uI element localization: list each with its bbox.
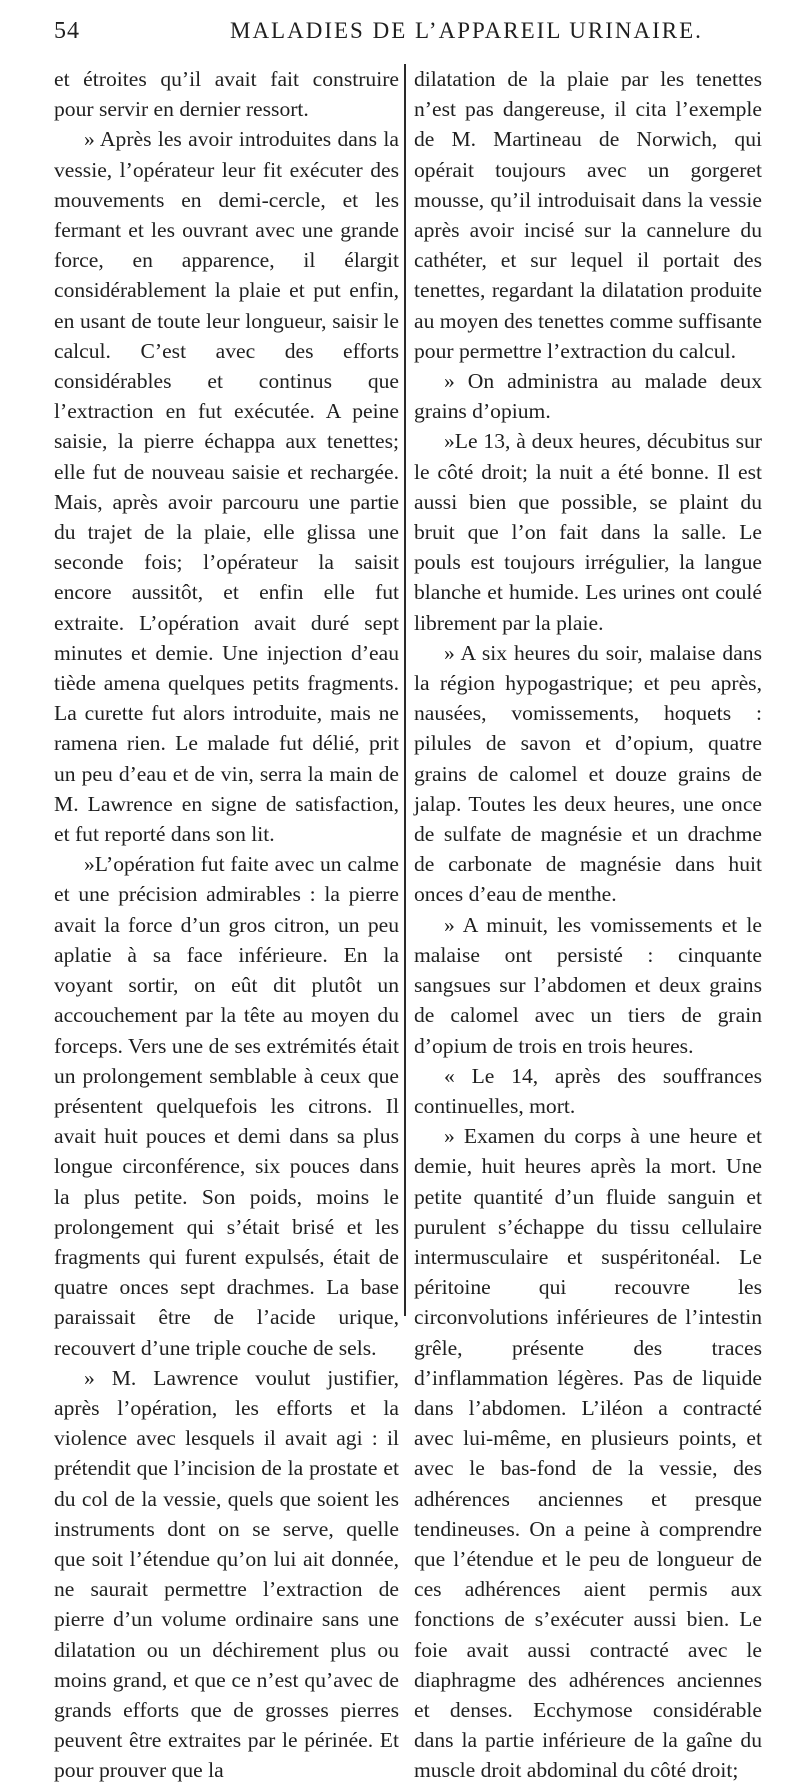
column-divider bbox=[404, 64, 406, 1316]
right-paragraph-3: »Le 13, à deux heures, décubitus sur le côté droit; la nuit a été bonne. Il est aussi bien que possible, se plaint du bruit que l’on fait dans la salle. Le pouls est toujours irrégulier, la langue blanche et humide. Les urines ont coulé librement par la plaie. bbox=[414, 429, 762, 635]
page-header bbox=[40, 18, 760, 48]
right-paragraph-5: » A minuit, les vomissements et le malaise ont persisté : cinquante sangsues sur l’abdomen et deux grains de calomel avec un tiers de grain d’opium de trois en trois heures. bbox=[414, 912, 762, 1058]
left-paragraph-3: »L’opération fut faite avec un calme et une précision admirables : la pierre avait la force d’un gros citron, un peu aplatie à sa face inférieure. En la voyant sortir, on eût dit plutôt un accouchement par la tête au moyen du forceps. Vers une de ses extrémités était un prolongement semblable à ceux que présentent quelquefois les citrons. Il avait huit pouces et demi dans sa plus longue circonférence, six pouces dans la plus petite. Son poids, moins le prolongement qui s’était brisé et les fragments qui furent expulsés, était de quatre onces sept drachmes. La base paraissait être de l’acide urique, recouvert d’une triple couche de sels. bbox=[54, 852, 399, 1360]
right-paragraph-2: » On administra au malade deux grains d’opium. bbox=[414, 369, 762, 424]
right-paragraph-4: » A six heures du soir, malaise dans la région hypogastrique; et peu après, nausées, vomissements, hoquets : pilules de savon et d’opium, quatre grains de calomel et douze grains de jalap. Toutes les deux heures, une once de sulfate de magnésie et un drachme de carbonate de magnésie dans huit onces d’eau de menthe. bbox=[414, 640, 762, 907]
page-number: 54 bbox=[54, 18, 80, 44]
right-column bbox=[414, 64, 762, 1786]
right-paragraph-7: » Examen du corps à une heure et demie, huit heures après la mort. Une petite quantité d’un fluide sanguin et purulent s’échappe du tissu cellulaire intermusculaire et suspéritonéal. Le péritoine qui recouvre les circonvolutions inférieures de l’intestin grêle, présente des traces d’inflammation légères. Pas de liquide dans l’abdomen. L’iléon a contracté avec lui-même, en plusieurs points, et avec le bas-fond de la vessie, des adhérences anciennes et presque tendineuses. On a peine à comprendre que l’étendue et le peu de longueur de ces adhérences aient permis aux fonctions de s’exécuter aussi bien. Le foie avait aussi contracté avec le diaphragme des adhérences anciennes et denses. Ecchymose considérable dans la partie inférieure de la gaîne du muscle droit abdominal du côté droit; bbox=[414, 1124, 762, 1783]
left-paragraph-4: » M. Lawrence voulut justifier, après l’opération, les efforts et la violence avec lesquels il avait agi : il prétendit que l’incision de la prostate et du col de la vessie, quels que soient les instruments dont on se serve, quelle que soit l’étendue qu’on lui ait donnée, ne saurait permettre l’extraction de pierre d’un volume ordinaire sans une dilatation ou un déchirement plus ou moins grand, et que ce n’est qu’avec de grands efforts que de grosses pierres peuvent être extraites par le périnée. Et pour prouver que la bbox=[54, 1365, 399, 1783]
left-paragraph-1: et étroites qu’il avait fait construire pour servir en dernier ressort. bbox=[54, 67, 399, 122]
running-title: MALADIES DE L’APPAREIL URINAIRE. bbox=[230, 18, 703, 43]
right-paragraph-1: dilatation de la plaie par les tenettes n’est pas dangereuse, il cita l’exemple de M. Martineau de Norwich, qui opérait toujours avec un gorgeret mousse, qu’il introduisait dans la vessie après avoir incisé sur la cannelure du cathéter, et sur lequel il portait des tenettes, regardant la dilatation produite au moyen des tenettes comme suffisante pour permettre l’extraction du calcul. bbox=[414, 67, 762, 363]
right-paragraph-6: « Le 14, après des souffrances continuelles, mort. bbox=[414, 1063, 762, 1118]
left-column bbox=[54, 64, 399, 1786]
left-paragraph-2: » Après les avoir introduites dans la vessie, l’opérateur leur fit exécuter des mouvements en demi-cercle, et les fermant et les ouvrant avec une grande force, en apparence, il élargit considérablement la plaie et put enfin, en usant de toute leur longueur, saisir le calcul. C’est avec des efforts considérables et continus que l’extraction en fut exécutée. A peine saisie, la pierre échappa aux tenettes; elle fut de nouveau saisie et rechargée. Mais, après avoir parcouru une partie du trajet de la plaie, elle glissa une seconde fois; l’opérateur la saisit encore aussitôt, et enfin elle fut extraite. L’opération avait duré sept minutes et demie. Une injection d’eau tiède amena quelques petits fragments. La curette fut alors introduite, mais ne ramena rien. Le malade fut délié, prit un peu d’eau et de vin, serra la main de M. Lawrence en signe de satisfaction, et fut reporté dans son lit. bbox=[54, 127, 399, 847]
